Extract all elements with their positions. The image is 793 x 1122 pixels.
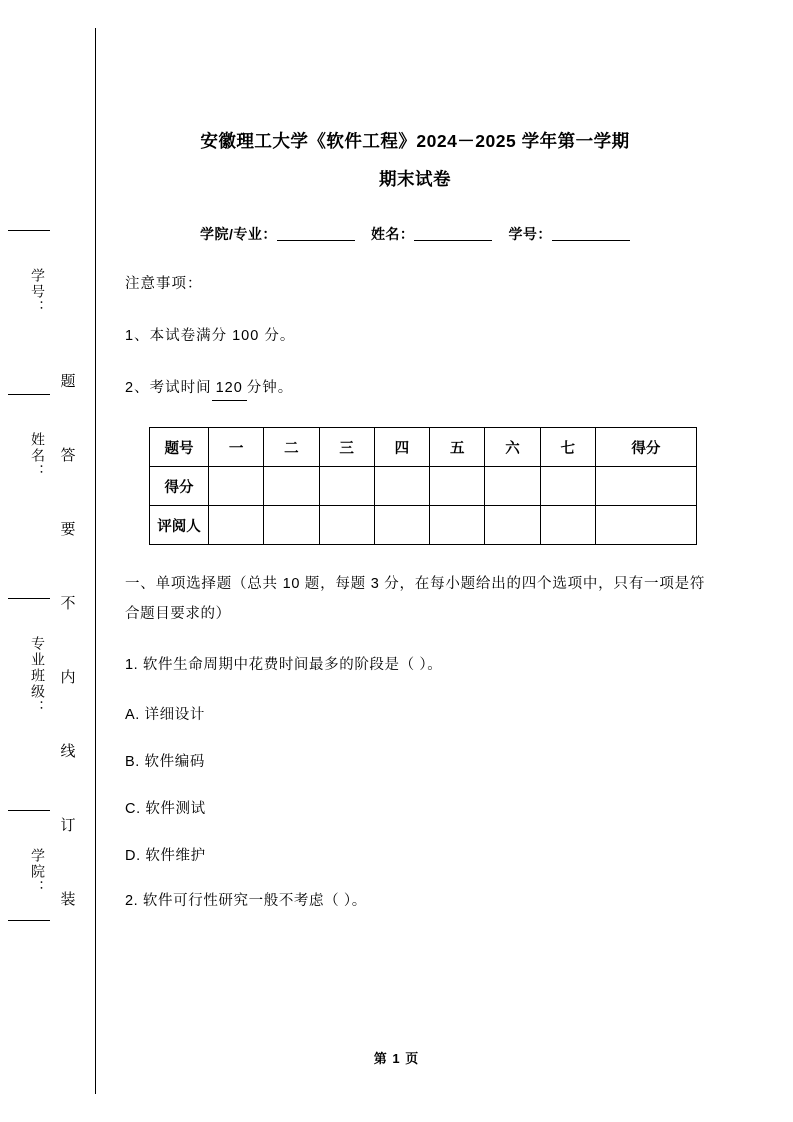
question-1-option-d: D. 软件维护 [125,848,206,864]
score-table-col-0: 一 [209,428,264,467]
question-1-option-c: C. 软件测试 [125,801,206,817]
score-table-col-1: 二 [264,428,319,467]
input-student-id[interactable] [552,227,630,241]
student-info-line [125,224,705,244]
sidebar-rule-3 [8,598,50,599]
seal-char-1: 答 [60,447,76,464]
question-1-option-b: B. 软件编码 [125,754,205,770]
notes-item-2-value: 120 [212,376,247,401]
question-2-text: 2. 软件可行性研究一般不考虑（ ）。 [125,893,367,909]
exam-paper-content [125,0,705,913]
score-cell[interactable] [209,467,264,506]
score-cell[interactable] [540,467,595,506]
label-college-major: 学院/专业： [200,226,277,242]
reviewer-cell[interactable] [430,506,485,545]
notes-heading: 注意事项： [125,276,203,292]
seal-char-2: 要 [60,521,76,538]
sidebar-rule-5 [8,920,50,921]
sidebar-rule-2 [8,394,50,395]
notes-item-2-suffix: 分钟。 [246,380,294,396]
page-title-line2: 期末试卷 [379,169,451,189]
sidebar-rule-1 [8,230,50,231]
sidebar-field-name: 姓名： [30,432,46,480]
score-table-col-3: 四 [374,428,429,467]
page-margin-rule [95,28,96,1094]
seal-char-3: 不 [60,595,76,612]
page-title-line1: 安徽理工大学《软件工程》2024－2025 学年第一学期 [200,131,630,151]
score-table-col-7: 得分 [595,428,696,467]
reviewer-cell[interactable] [485,506,540,545]
table-row [150,428,697,467]
score-cell[interactable] [264,467,319,506]
input-college-major[interactable] [277,227,355,241]
notes-item-1: 1、本试卷满分 100 分。 [125,328,296,344]
table-row [150,467,697,506]
seal-char-4: 内 [60,669,76,686]
question-1-option-a: A. 详细设计 [125,707,205,723]
reviewer-cell[interactable] [540,506,595,545]
score-cell[interactable] [595,467,696,506]
seal-line-sidebar [0,0,95,1122]
section-1-heading: 一、单项选择题（总共 10 题，每题 3 分，在每小题给出的四个选项中，只有一项是符合题目要求的） [125,576,705,622]
score-table-col-6: 七 [540,428,595,467]
score-cell[interactable] [319,467,374,506]
score-cell[interactable] [374,467,429,506]
reviewer-cell[interactable] [209,506,264,545]
seal-char-0: 题 [60,373,76,390]
page-title [125,122,705,198]
score-table [149,427,697,545]
sidebar-rule-4 [8,810,50,811]
score-table-row-header-2: 评阅人 [150,506,209,545]
table-row [150,506,697,545]
seal-char-5: 线 [60,743,76,760]
score-table-col-5: 六 [485,428,540,467]
question-1-text: 1. 软件生命周期中花费时间最多的阶段是（ ）。 [125,657,443,673]
score-table-col-2: 三 [319,428,374,467]
sidebar-field-student-id: 学号： [30,268,46,316]
score-table-row-header-1: 得分 [150,467,209,506]
score-cell[interactable] [430,467,485,506]
reviewer-cell[interactable] [595,506,696,545]
score-table-col-4: 五 [430,428,485,467]
seal-char-7: 装 [60,891,76,908]
reviewer-cell[interactable] [374,506,429,545]
reviewer-cell[interactable] [319,506,374,545]
page-footer: 第 1 页 [373,1051,420,1066]
reviewer-cell[interactable] [264,506,319,545]
seal-char-6: 订 [60,817,76,834]
score-table-row-header-0: 题号 [150,428,209,467]
sidebar-field-college: 学院： [30,848,46,896]
sidebar-field-class: 专业班级： [30,636,46,716]
notes-item-2 [125,376,705,401]
label-name: 姓名： [370,226,415,242]
notes-item-2-prefix: 2、考试时间 [125,380,212,396]
input-name[interactable] [414,227,492,241]
score-cell[interactable] [485,467,540,506]
seal-characters [58,345,78,937]
label-student-id: 学号： [508,226,552,242]
